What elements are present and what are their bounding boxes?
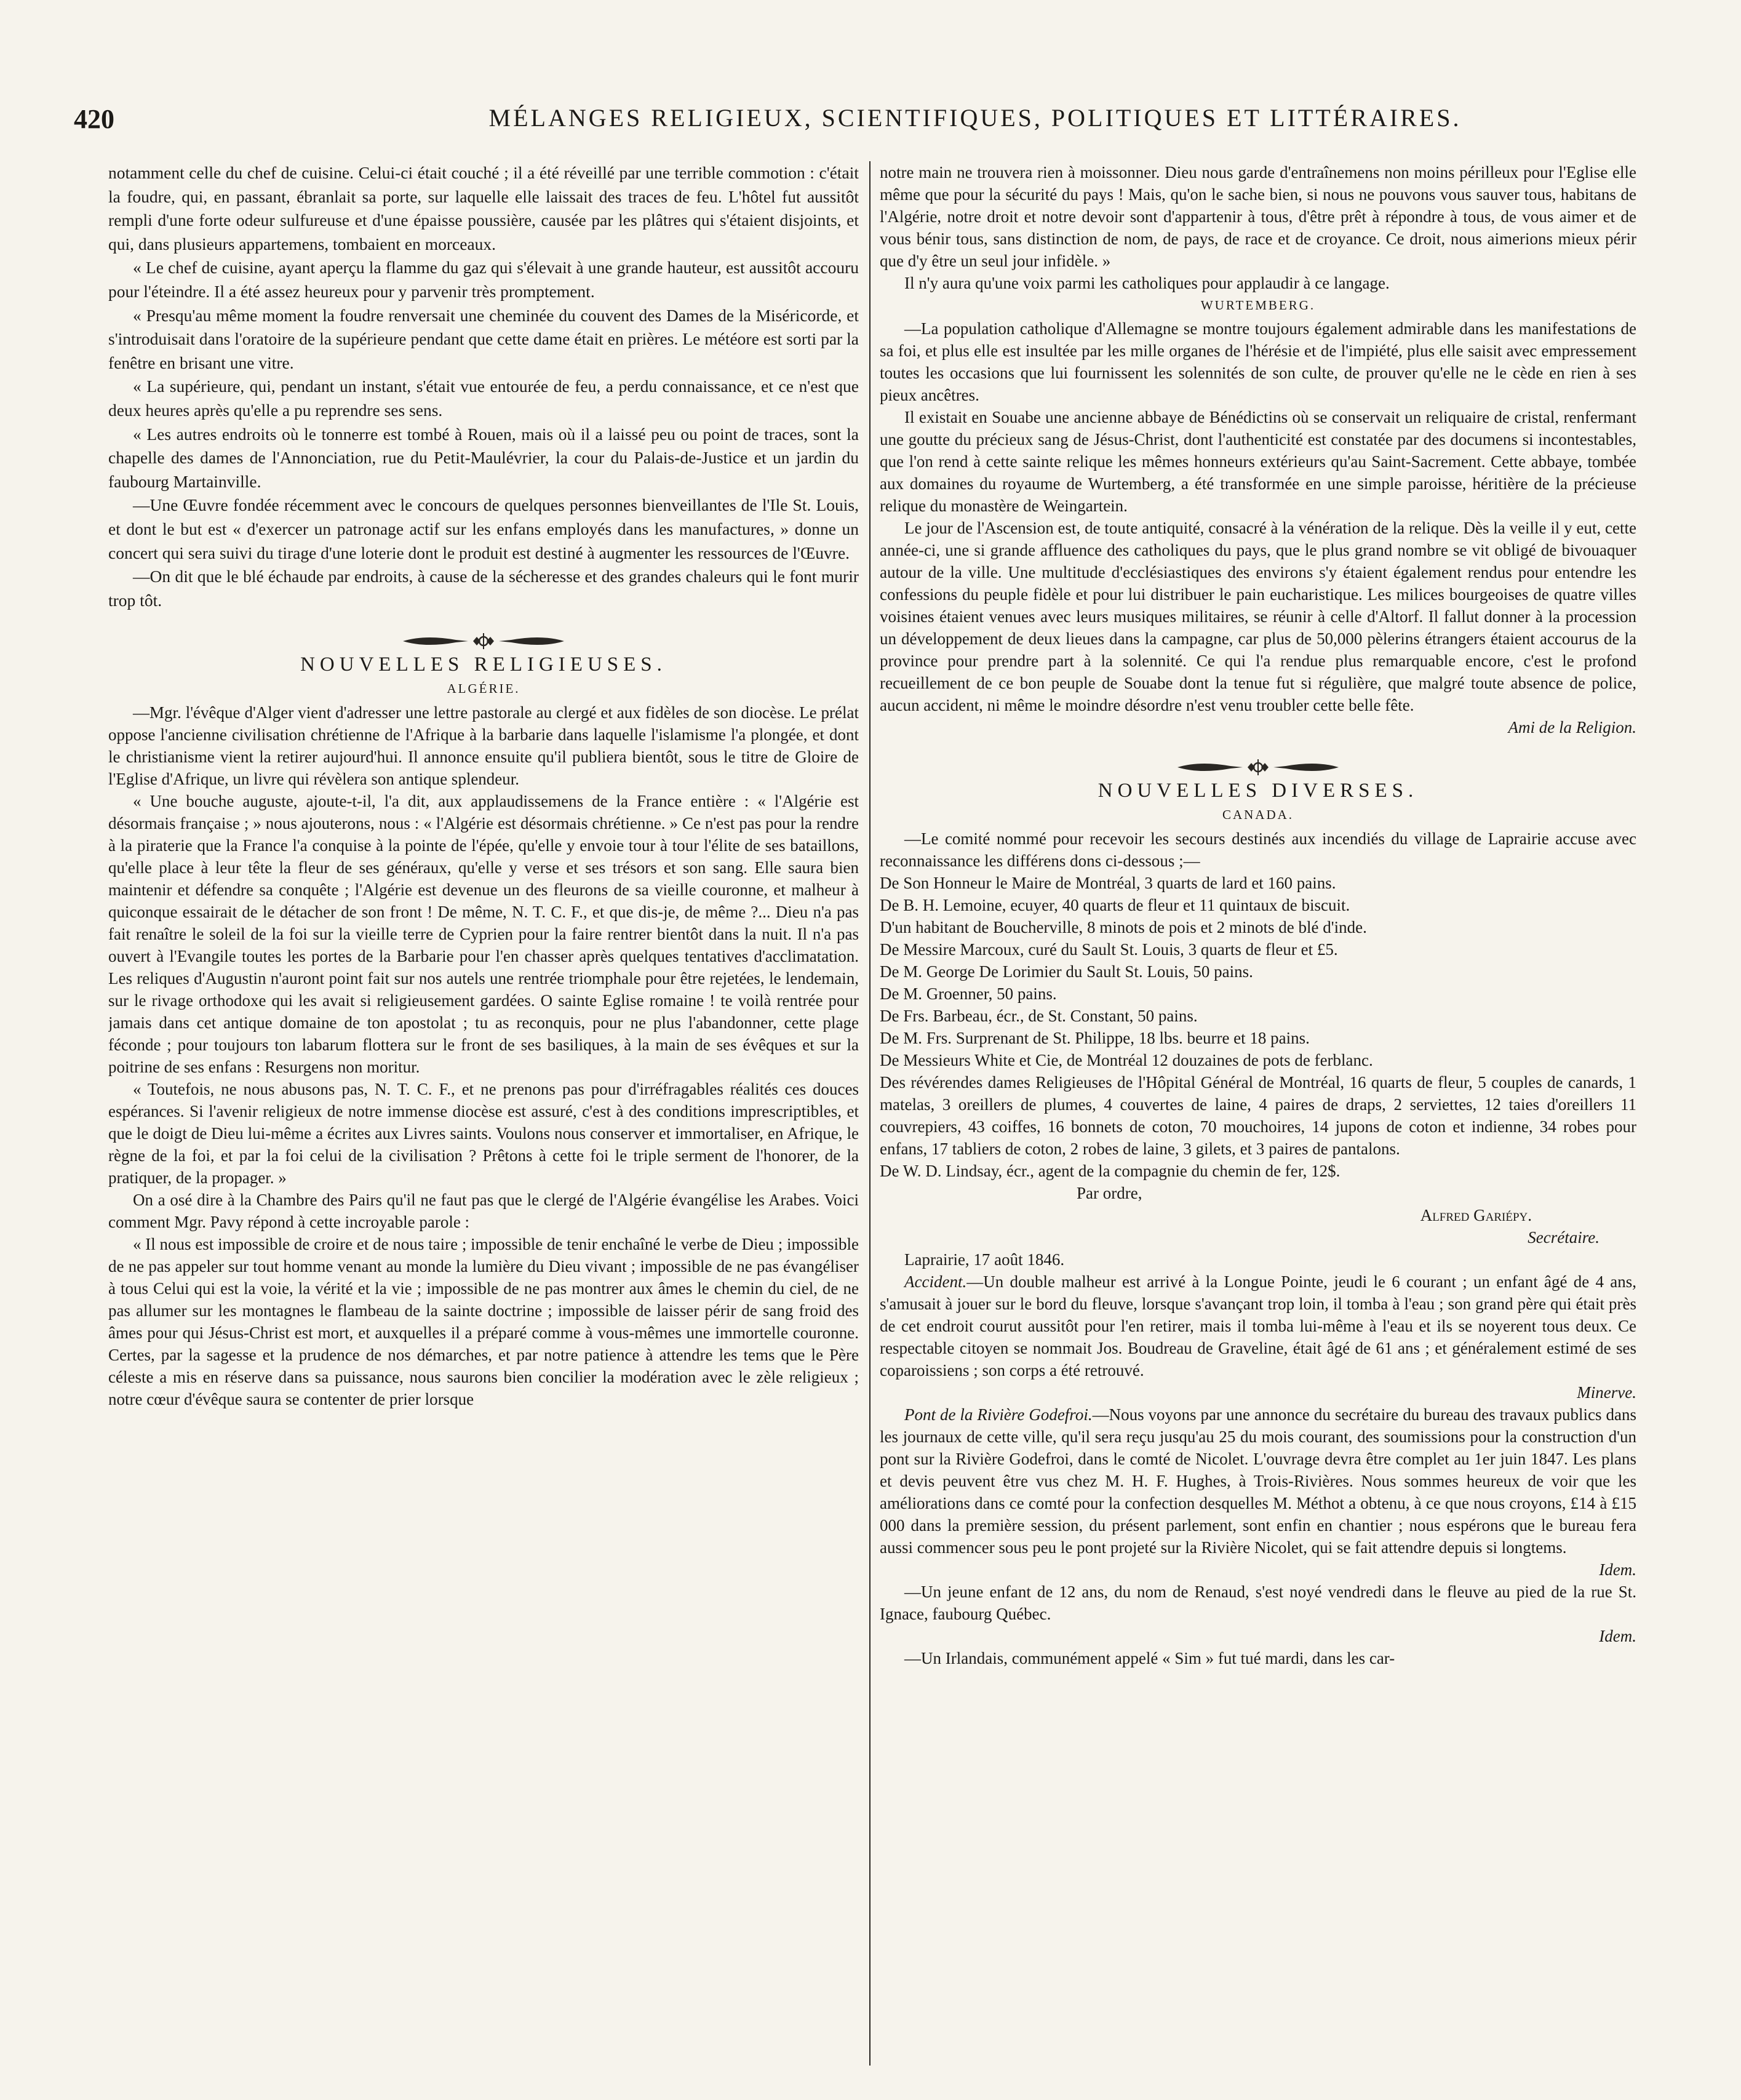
source-credit: Ami de la Religion. [1508, 718, 1636, 737]
page-header [74, 103, 1667, 146]
article-paragraph: « Une bouche auguste, ajoute-t-il, l'a dit, aux applaudissemens de la France entière : « l'Algérie est désormais française ; » nous ajouterons, nous : « l'Algérie est désormais chrétienne. » Ce n'est pas pour la rendre à la piraterie que la France l'a conquise à la pointe de l'épée, qu'elle y envoie tour à tour l'élite de ses bataillons, qu'elle place à leur tête la fleur de ses généraux, qu'elle y verse et ses trésors et son sang. Elle saura bien maintenir et défendre sa conquête ; l'Algérie est devenue un des fleurons de sa vieille couronne, et malheur à quiconque essairait de le détacher de son front ! De même, N. T. C. F., et que dis-je, de même ?... Dieu n'a pas fait renaître le soleil de la foi sur la vieille terre de Cyprien pour la faire rentrer bientôt dans la nuit. Il n'a pas ouvert à l'Evangile toutes les portes de la Barbarie pour l'en chasser après quelques tentatives d'acclimatation. Les reliques d'Augustin n'auront point fait sur nos autels une rentrée triomphale pour être rejetées, le lendemain, sur le rivage orthodoxe qui les avait si religieusement gardées. O sainte Eglise romaine ! te voilà rentrée pour jamais dans cet antique domaine de ton apostolat ; tu as reconquis, pour ne plus l'abandonner, cette plage féconde ; pour toujours ton labarum flottera sur le front de ses basiliques, à la main de ses évêques et sur la poitrine de ses enfans : Resurgens non moritur. [108, 792, 859, 1077]
section-subtitle: ALGÉRIE. [447, 681, 520, 696]
article-text: —Un double malheur est arrivé à la Longue Pointe, jeudi le 6 courant ; un enfant âgé de 4 ans, s'amusait à jouer sur le bord du fleuve, lorsque s'avançant trop loin, il tomba à l'eau ; son grand père qui était près de cet endroit courut aussitôt pour l'en retirer, mais il tomba lui-même à l'eau et ils se noyerent tous deux. Ce respectable citoyen se nommait Jos. Boudreau de Graveline, était âgé de 61 ans ; et généralement estimé de ses coparoissiens ; son corps a été retrouvé. [880, 1272, 1636, 1380]
article-paragraph: —Mgr. l'évêque d'Alger vient d'adresser une lettre pastorale au clergé et aux fidèles de son diocèse. Le prélat oppose l'ancienne civilisation chrétienne de l'Afrique à la barbarie dans laquelle l'islamisme l'a plongée, et dont le christianisme vient la retirer aujourd'hui. Il annonce ensuite qu'il publiera bientôt, sous le titre de Gloire de l'Eglise d'Afrique, un livre qui révèlera son antique splendeur. [108, 703, 859, 789]
donation-entry: De Messire Marcoux, curé du Sault St. Louis, 3 quarts de fleur et £5. [880, 940, 1338, 959]
article-lead: Accident. [904, 1272, 967, 1292]
article-paragraph: —Un Irlandais, communément appelé « Sim » fut tué mardi, dans les car- [904, 1649, 1395, 1668]
article-paragraph: Il n'y aura qu'une voix parmi les catholiques pour applaudir à ce langage. [904, 274, 1390, 292]
donation-entry: D'un habitant de Boucherville, 8 minots de pois et 2 minots de blé d'inde. [880, 918, 1367, 937]
donation-entry: De B. H. Lemoine, ecuyer, 40 quarts de fleur et 11 quintaux de biscuit. [880, 896, 1350, 915]
article-paragraph: —Le comité nommé pour recevoir les secours destinés aux incendiés du village de Laprairie accuse avec reconnaissance les différens dons ci-dessous ;— [880, 829, 1636, 871]
page-number: 420 [74, 104, 114, 134]
article-paragraph: Le jour de l'Ascension est, de toute antiquité, consacré à la vénération de la relique. Dès la veille il y eut, cette année-ci, une si grande affluence des catholiques du pays, que le plus grand nombre se vit obligé de bivouaquer autour de la ville. Une multitude d'ecclésiastiques des environs s'y étaient également rendus pour entendre les confessions du peuple fidèle et pour lui distribuer le pain eucharistique. Les milices bourgeoises de quatre villes voisines étaient venues avec leurs musiques militaires, se réunir à celle d'Altorf. Il fallut donner à la procession un développement de deux lieues dans la campagne, car plus de 50,000 pèlerins étrangers étaient accourus de la province pour prendre part à la solennité. Ce qui l'a rendue plus remarquable encore, c'est le profond recueillement de ce bon peuple de Souabe dont la tenue fut si régulière, que malgré toute absence de police, aucun accident, ni même le moindre désordre n'est venu troubler cette belle fête. [880, 519, 1636, 714]
source-credit: Idem. [1599, 1560, 1636, 1579]
left-column [108, 161, 859, 2066]
source-credit: Minerve. [1577, 1383, 1636, 1402]
donation-entry: De Messieurs White et Cie, de Montréal 12 douzaines de pots de ferblanc. [880, 1051, 1373, 1070]
article-paragraph: On a osé dire à la Chambre des Pairs qu'il ne faut pas que le clergé de l'Algérie évangélise les Arabes. Voici comment Mgr. Pavy répond à cette incroyable parole : [108, 1191, 859, 1232]
par-ordre: Par ordre, [1077, 1184, 1142, 1203]
article-lead: Pont de la Rivière Godefroi. [904, 1405, 1093, 1424]
article-paragraph: « La supérieure, qui, pendant un instant, s'était vue entourée de feu, a perdu connaissance, et ce n'est que deux heures après qu'elle a pu reprendre ses sens. [108, 377, 859, 420]
column-divider [869, 161, 870, 2066]
article-paragraph: « Presqu'au même moment la foudre renversait une cheminée du couvent des Dames de la Miséricorde, et s'introduisait dans l'oratoire de la supérieure pendant que cette dame était en prières. Le météore est sorti par la fenêtre en brisant une vitre. [108, 305, 859, 372]
signature-role: Secrétaire. [1528, 1228, 1600, 1247]
section-body [108, 701, 859, 1410]
article-paragraph: « Il nous est impossible de croire et de nous taire ; impossible de tenir enchaîné le verbe de Dieu ; impossible de ne pas appeler sur tout homme venant au monde la lumière du Dieu vivant ; impossible de ne pas évangéliser à tous Celui qui est la voie, la vérité et la vie ; impossible de ne pas montrer aux âmes le chemin du ciel, de ne pas allumer sur les montagnes le flambeau de la sainte doctrine ; impossible de laisser périr de sang froid des âmes pour qui Jésus-Christ est mort, et auxquelles il a préparé comme à vous-mêmes une immortelle couronne. Certes, par la sagesse et la prudence de nos démarches, et par notre patience à attendre les tems que le Père céleste a mis en réserve dans sa puissance, nous saurons bien concilier la modération avec le zèle religieux ; notre cœur d'évêque saura se contenter de prier lorsque [108, 1235, 859, 1409]
donation-entry: De M. Groenner, 50 pains. [880, 984, 1057, 1004]
donation-entry: De W. D. Lindsay, écr., agent de la compagnie du chemin de fer, 12$. [880, 1162, 1341, 1181]
section-ornament-icon [400, 632, 567, 650]
signature: Alfred Gariépy. [1420, 1206, 1532, 1225]
article-paragraph: notamment celle du chef de cuisine. Celui-ci était couché ; il a été réveillé par une terrible commotion : c'était la foudre, qui, en passant, ébranlait sa porte, sur laquelle elle laissait des traces de feu. L'hôtel fut aussitôt rempli d'une forte odeur sulfureuse et d'une épaisse poussière, causée par les plâtres qui s'étaient disjoints, et qui, dans plusieurs appartemens, tombaient en morceaux. [108, 163, 859, 254]
section-title: NOUVELLES DIVERSES. [1098, 780, 1419, 802]
donation-entry: De M. Frs. Surprenant de St. Philippe, 18 lbs. beurre et 18 pains. [880, 1029, 1310, 1048]
section-body [880, 828, 1636, 1669]
article-paragraph: —Une Œuvre fondée récemment avec le concours de quelques personnes bienveillantes de l'Ile St. Louis, et dont le but est « d'exercer un patronage actif sur les enfans employés dans les manufactures, » donne un concert qui sera suivi du tirage d'une loterie dont le produit est destiné à augmenter les ressources de l'Œuvre. [108, 495, 859, 562]
article-paragraph: « Les autres endroits où le tonnerre est tombé à Rouen, mais où il a laissé peu ou point de traces, sont la chapelle des dames de l'Annonciation, rue du Petit-Maulévrier, la cour du Palais-de-Justice et un jardin du faubourg Martainville. [108, 424, 859, 491]
donation-entry: Des révérendes dames Religieuses de l'Hôpital Général de Montréal, 16 quarts de fleur, 5 couples de canards, 1 matelas, 3 oreillers de plumes, 4 couvertes de laine, 4 paires de draps, 2 serviettes, 12 taies d'oreillers 11 couvrepiers, 43 coiffes, 16 bonnets de coton, 70 mouchoires, 14 jupons de coton et indienne, 34 robes pour enfans, 17 tabliers de coton, 2 robes de laine, 3 gilets, et 3 paires de pantalons. [880, 1073, 1636, 1159]
subsection-heading: WURTEMBERG. [1200, 298, 1316, 313]
running-head: MÉLANGES RELIGIEUX, SCIENTIFIQUES, POLITIQUES ET LITTÉRAIRES. [488, 104, 1462, 132]
article-paragraph [880, 1271, 1636, 1381]
section-subtitle: CANADA. [1222, 807, 1294, 822]
article-paragraph: —Un jeune enfant de 12 ans, du nom de Renaud, s'est noyé vendredi dans le fleuve au pied de la rue St. Ignace, faubourg Québec. [880, 1583, 1636, 1624]
article-paragraph: notre main ne trouvera rien à moissonner. Dieu nous garde d'entraînemens non moins périlleux pour l'Eglise elle même que pour la sécurité du pays ! Mais, qu'on le sache bien, si nous ne pouvons vous sauver tous, habitans de l'Algérie, notre droit et notre devoir sont d'appartenir à tous, d'être prêt à répondre à tous, de vous aimer et de vous bénir tous, sans distinction de nom, de pays, de race et de croyance. Ce droit, nous aimerions mieux périr que d'y être un seul jour infidèle. » [880, 163, 1636, 270]
section-ornament-icon [1175, 758, 1341, 777]
article-paragraph: « Le chef de cuisine, ayant aperçu la flamme du gaz qui s'élevait à une grande hauteur, est aussitôt accouru pour l'éteindre. Il a été assez heureux pour y parvenir très promptement. [108, 258, 859, 301]
continued-article [880, 161, 1636, 738]
donation-entry: De M. George De Lorimier du Sault St. Louis, 50 pains. [880, 962, 1253, 981]
article-paragraph: —On dit que le blé échaude par endroits, à cause de la sécheresse et des grandes chaleurs qui le font murir trop tôt. [108, 567, 859, 610]
donation-entry: De Son Honneur le Maire de Montréal, 3 quarts de lard et 160 pains. [880, 874, 1336, 893]
right-column [880, 161, 1636, 2066]
section-title: NOUVELLES RELIGIEUSES. [300, 653, 667, 676]
donation-entry: De Frs. Barbeau, écr., de St. Constant, 50 pains. [880, 1007, 1198, 1026]
article-text: —Nous voyons par une annonce du secrétaire du bureau des travaux publics dans les journaux de cette ville, qu'il sera reçu jusqu'au 25 du mois courant, des soumissions pour la construction d'un pont sur la Rivière Godefroi, dans le comté de Nicolet. L'ouvrage devra être complet au 1er juin 1847. Les plans et devis peuvent être vus chez M. H. F. Hughes, à Trois-Rivières. Nous sommes heureux de voir que les améliorations dans ce comté pour la confection desquelles M. Méthot a obtenu, à ce que nous croyons, £14 à £15 000 dans la première session, du présent parlement, sont enfin en chantier ; nous espérons que le bureau fera aussi commencer sous peu le pont projeté sur la Rivière Nicolet, qui se fait attendre depuis si longtems. [880, 1405, 1636, 1557]
dateline: Laprairie, 17 août 1846. [904, 1250, 1065, 1269]
article-paragraph: Il existait en Souabe une ancienne abbaye de Bénédictins où se conservait un reliquaire de cristal, renfermant une goutte du précieux sang de Jésus-Christ, dont l'authenticité est constatée par des documens si incontestables, que l'on rend à cette sainte relique les mêmes honneurs extérieurs qu'au Saint-Sacrement. Cette abbaye, tombée aux domaines du royaume de Wurtemberg, a été transformée en une simple paroisse, héritière de la précieuse relique du monastère de Weingartein. [880, 408, 1636, 515]
source-credit: Idem. [1599, 1627, 1636, 1646]
article-paragraph: « Toutefois, ne nous abusons pas, N. T. C. F., et ne prenons pas pour d'irréfragables réalités ces douces espérances. Si l'avenir religieux de notre immense diocèse est assuré, c'est à des conditions imprescriptibles, et que le doigt de Dieu lui-même a écrites aux Livres saints. Voulons nous conserver et immortaliser, en Afrique, le règne de la foi, et par la foi celui de la civilisation ? Prêtons à cette foi le triple serment de l'honorer, de la pratiquer, de la propager. » [108, 1080, 859, 1188]
article-paragraph: —La population catholique d'Allemagne se montre toujours également admirable dans les manifestations de sa foi, et plus elle est insultée par les mille organes de l'hérésie et de l'impiété, plus elle saisit avec empressement toutes les occasions que lui fournissent les solennités de son culte, de prouver qu'elle ne le cède en rien à ses pieux ancêtres. [880, 319, 1636, 404]
article-paragraph [880, 1403, 1636, 1559]
